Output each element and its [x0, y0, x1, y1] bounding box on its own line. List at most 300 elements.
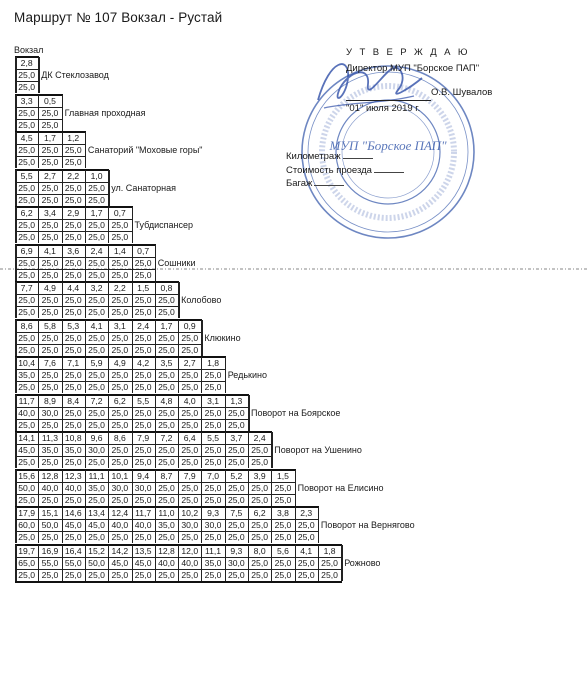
km-cell: 11,7 — [18, 395, 35, 406]
luggage-cell: 25,0 — [64, 532, 82, 543]
fare-cell: 35,0 — [88, 482, 105, 493]
column-divider — [201, 432, 202, 468]
km-cell: 8,7 — [160, 470, 173, 481]
km-cell: 3,2 — [90, 283, 103, 293]
luggage-cell: 25,0 — [41, 344, 59, 355]
row-divider — [15, 81, 38, 82]
km-cell: 4,2 — [137, 358, 150, 368]
luggage-cell: 25,0 — [134, 457, 152, 468]
column-divider — [225, 357, 227, 393]
fare-cell: 50,0 — [88, 557, 105, 568]
km-cell: 16,9 — [41, 545, 59, 556]
column-divider — [178, 432, 179, 468]
km-cell: 2,7 — [43, 170, 56, 181]
km-cell: 11,1 — [88, 470, 105, 481]
luggage-cell: 25,0 — [41, 382, 59, 393]
column-divider — [178, 320, 179, 356]
column-divider — [62, 320, 63, 356]
column-divider — [201, 395, 202, 431]
fare-cell: 40,0 — [41, 482, 59, 493]
column-divider — [132, 507, 133, 543]
fare-cell: 45,0 — [18, 445, 36, 456]
column-divider — [62, 357, 63, 393]
fare-cell: 25,0 — [181, 407, 199, 418]
fare-cell: 25,0 — [134, 445, 152, 456]
km-cell: 14,2 — [111, 545, 129, 556]
km-cell: 3,1 — [113, 320, 126, 331]
column-divider — [201, 507, 202, 543]
column-divider — [271, 432, 273, 468]
luggage-cell: 25,0 — [158, 494, 175, 505]
km-cell: 5,2 — [230, 470, 243, 481]
fare-cell: 25,0 — [41, 107, 59, 118]
luggage-cell: 25,0 — [111, 532, 129, 543]
seal-inner-text: МУП "Борское ПАП" — [329, 138, 447, 153]
luggage-cell: 25,0 — [88, 232, 105, 243]
fare-cell: 45,0 — [111, 557, 129, 568]
km-cell: 4,9 — [113, 358, 126, 368]
column-divider — [225, 507, 226, 543]
fare-cell: 25,0 — [41, 257, 59, 268]
row-divider — [15, 456, 271, 457]
column-divider — [15, 207, 17, 243]
km-cell: 2,4 — [137, 320, 150, 331]
fare-cell: 40,0 — [181, 557, 199, 568]
row-divider — [15, 381, 225, 382]
luggage-cell: 25,0 — [64, 382, 82, 393]
km-cell: 1,8 — [323, 545, 336, 556]
stop-name: Тубдиспансер — [134, 220, 193, 231]
fare-cell: 25,0 — [111, 407, 129, 418]
column-divider — [248, 470, 249, 506]
column-divider — [155, 320, 156, 356]
column-divider — [318, 507, 320, 543]
column-divider — [248, 507, 249, 543]
fare-cell: 25,0 — [88, 257, 105, 268]
km-cell: 10,1 — [111, 470, 129, 481]
column-divider — [108, 545, 109, 581]
luggage-cell: 25,0 — [41, 119, 59, 130]
column-divider — [271, 470, 272, 506]
row-divider — [15, 219, 132, 220]
column-divider — [85, 545, 86, 581]
fare-cell: 25,0 — [41, 145, 59, 156]
luggage-cell: 25,0 — [134, 269, 152, 280]
luggage-cell: 25,0 — [41, 494, 59, 505]
column-divider — [108, 320, 109, 356]
luggage-cell: 25,0 — [88, 344, 105, 355]
column-divider — [108, 207, 109, 243]
fare-cell: 30,0 — [134, 482, 152, 493]
luggage-cell: 25,0 — [227, 457, 245, 468]
km-cell: 13,5 — [134, 545, 152, 556]
km-cell: 1,5 — [276, 470, 289, 481]
luggage-cell: 25,0 — [134, 307, 152, 318]
column-divider — [38, 470, 39, 506]
km-cell: 3,7 — [230, 433, 243, 443]
column-divider — [178, 395, 179, 431]
stop-name: Поворот на Вернягово — [320, 520, 415, 531]
fare-cell: 25,0 — [158, 295, 175, 306]
luggage-cell: 25,0 — [111, 344, 129, 355]
km-cell: 4,1 — [300, 545, 313, 556]
km-cell: 8,6 — [113, 433, 126, 443]
column-divider — [295, 545, 296, 581]
km-cell: 12,0 — [181, 545, 199, 556]
luggage-cell: 25,0 — [204, 532, 222, 543]
column-divider — [108, 357, 109, 393]
column-divider — [108, 432, 109, 468]
luggage-cell: 25,0 — [158, 457, 175, 468]
km-cell: 4,0 — [183, 395, 196, 406]
fare-cell: 25,0 — [41, 332, 59, 343]
approval-heading: У Т В Е Р Ж Д А Ю — [346, 47, 470, 58]
approval-date: "01" июля 2019 г. — [346, 103, 421, 114]
luggage-cell: 25,0 — [64, 494, 82, 505]
fare-cell: 25,0 — [41, 295, 59, 306]
fare-cell: 30,0 — [181, 520, 199, 531]
fare-cell: 25,0 — [111, 445, 129, 456]
luggage-cell: 25,0 — [204, 569, 222, 580]
column-divider — [62, 545, 63, 581]
km-cell: 15,1 — [41, 508, 59, 518]
luggage-cell: 25,0 — [158, 569, 175, 580]
fare-cell: 25,0 — [18, 220, 36, 231]
column-divider — [155, 545, 156, 581]
fare-cell: 25,0 — [18, 295, 36, 306]
luggage-cell: 25,0 — [204, 382, 222, 393]
fare-cell: 25,0 — [64, 145, 82, 156]
stop-name: ДК Стеклозавод — [41, 70, 109, 81]
column-divider — [155, 395, 156, 431]
km-cell: 5,8 — [43, 320, 56, 331]
fare-cell: 35,0 — [41, 445, 59, 456]
luggage-cell: 25,0 — [181, 494, 199, 505]
km-cell: 7,7 — [20, 283, 33, 293]
column-divider — [85, 470, 86, 506]
luggage-cell: 25,0 — [158, 344, 175, 355]
km-cell: 11,3 — [41, 433, 58, 443]
column-divider — [271, 507, 272, 543]
km-cell: 4,9 — [43, 283, 56, 293]
luggage-cell: 25,0 — [134, 532, 152, 543]
luggage-cell: 25,0 — [227, 532, 245, 543]
fare-cell: 25,0 — [88, 332, 105, 343]
luggage-cell: 25,0 — [274, 532, 292, 543]
fare-cell: 25,0 — [251, 557, 269, 568]
luggage-cell: 25,0 — [134, 569, 152, 580]
luggage-cell: 25,0 — [158, 382, 175, 393]
km-cell: 7,2 — [90, 395, 103, 406]
luggage-cell: 25,0 — [274, 494, 292, 505]
km-cell: 7,6 — [43, 358, 56, 368]
km-cell: 12,4 — [111, 508, 129, 518]
fare-cell: 25,0 — [41, 182, 59, 193]
luggage-cell: 25,0 — [111, 569, 129, 580]
fare-cell: 65,0 — [18, 557, 36, 568]
column-divider — [225, 432, 226, 468]
luggage-cell: 25,0 — [134, 344, 152, 355]
column-divider — [155, 357, 156, 393]
km-cell: 17,9 — [18, 508, 36, 518]
km-cell: 1,0 — [90, 170, 103, 181]
column-divider — [38, 395, 39, 431]
km-cell: 8,0 — [253, 545, 266, 556]
column-divider — [108, 507, 109, 543]
km-cell: 7,9 — [137, 433, 150, 443]
fare-cell: 55,0 — [64, 557, 82, 568]
signatory-name: О.В. Шувалов — [431, 87, 493, 98]
km-cell: 9,3 — [230, 545, 243, 556]
luggage-cell: 25,0 — [181, 344, 199, 355]
km-cell: 10,2 — [181, 508, 199, 518]
luggage-cell: 25,0 — [88, 569, 105, 580]
km-cell: 3,6 — [67, 245, 80, 256]
column-divider — [132, 245, 133, 281]
column-divider — [62, 170, 63, 206]
luggage-cell: 25,0 — [227, 494, 245, 505]
column-divider — [15, 170, 17, 206]
luggage-cell: 25,0 — [64, 419, 82, 430]
km-cell: 4,1 — [90, 320, 103, 331]
luggage-cell: 25,0 — [297, 569, 315, 580]
fare-cell: 25,0 — [134, 257, 152, 268]
column-divider — [62, 207, 63, 243]
km-cell: 3,1 — [207, 395, 220, 406]
column-divider — [85, 170, 86, 206]
km-cell: 15,2 — [88, 545, 105, 556]
luggage-cell: 25,0 — [111, 494, 129, 505]
luggage-cell: 25,0 — [18, 419, 36, 430]
column-divider — [248, 432, 249, 468]
fare-cell: 25,0 — [158, 445, 175, 456]
column-divider — [201, 320, 203, 356]
luggage-cell: 25,0 — [18, 119, 36, 130]
column-divider — [38, 507, 39, 543]
legend-luggage: Багаж — [286, 178, 313, 189]
fare-cell: 45,0 — [64, 520, 82, 531]
km-cell: 6,2 — [253, 508, 266, 518]
km-cell: 5,5 — [137, 395, 150, 406]
fare-cell: 25,0 — [18, 182, 36, 193]
column-divider — [178, 470, 179, 506]
column-divider — [132, 470, 133, 506]
luggage-cell: 25,0 — [88, 269, 105, 280]
fare-cell: 25,0 — [134, 370, 152, 381]
column-divider — [155, 507, 156, 543]
column-divider — [62, 470, 63, 506]
km-cell: 1,7 — [90, 208, 103, 218]
km-cell: 6,9 — [20, 245, 33, 256]
luggage-cell: 25,0 — [227, 569, 245, 580]
fare-cell: 25,0 — [88, 407, 105, 418]
fare-cell: 25,0 — [88, 295, 105, 306]
column-divider — [15, 395, 17, 431]
km-cell: 14,1 — [18, 433, 36, 443]
km-cell: 2,7 — [183, 358, 196, 368]
luggage-cell: 25,0 — [18, 194, 36, 205]
fare-cell: 30,0 — [204, 520, 222, 531]
fare-cell: 25,0 — [251, 520, 269, 531]
table-bottom-border — [15, 581, 342, 583]
luggage-cell: 25,0 — [204, 419, 222, 430]
luggage-cell: 25,0 — [111, 269, 129, 280]
fare-cell: 25,0 — [64, 332, 82, 343]
luggage-cell: 25,0 — [41, 457, 59, 468]
fare-cell: 25,0 — [134, 332, 152, 343]
column-divider — [15, 57, 17, 93]
stop-name: Поворот на Боярское — [251, 407, 341, 418]
luggage-cell: 25,0 — [41, 232, 59, 243]
km-cell: 9,3 — [207, 508, 220, 518]
column-divider — [15, 320, 17, 356]
legend-km: Километраж — [286, 151, 341, 162]
column-divider — [38, 170, 39, 206]
luggage-cell: 25,0 — [64, 232, 82, 243]
km-cell: 6,4 — [183, 433, 196, 443]
luggage-cell: 25,0 — [181, 457, 199, 468]
column-divider — [15, 282, 17, 318]
luggage-cell: 25,0 — [18, 494, 36, 505]
km-cell: 11,0 — [158, 508, 175, 518]
column-divider — [318, 545, 319, 581]
column-divider — [38, 320, 39, 356]
column-divider — [108, 470, 109, 506]
column-divider — [132, 545, 133, 581]
luggage-cell: 25,0 — [41, 194, 59, 205]
column-divider — [248, 545, 249, 581]
km-cell: 3,9 — [253, 470, 266, 481]
luggage-cell: 25,0 — [134, 382, 152, 393]
km-cell: 11,1 — [204, 545, 222, 556]
luggage-cell: 25,0 — [204, 494, 222, 505]
fare-cell: 25,0 — [204, 445, 222, 456]
column-divider — [85, 320, 86, 356]
column-divider — [201, 357, 202, 393]
fare-cell: 25,0 — [204, 407, 222, 418]
luggage-cell: 25,0 — [88, 307, 105, 318]
column-divider — [155, 282, 156, 318]
column-divider — [85, 507, 86, 543]
luggage-cell: 25,0 — [134, 494, 152, 505]
luggage-cell: 25,0 — [181, 532, 199, 543]
column-divider — [62, 432, 63, 468]
km-cell: 2,9 — [67, 208, 80, 218]
fare-cell: 25,0 — [181, 332, 199, 343]
km-cell: 1,3 — [230, 395, 243, 406]
fare-cell: 25,0 — [111, 370, 129, 381]
fare-cell: 25,0 — [204, 370, 222, 381]
row-divider — [15, 294, 178, 295]
km-cell: 15,6 — [18, 470, 36, 481]
row-divider — [15, 231, 132, 232]
column-divider — [132, 432, 133, 468]
luggage-cell: 25,0 — [158, 307, 175, 318]
fare-cell: 30,0 — [227, 557, 245, 568]
km-cell: 13,4 — [88, 508, 105, 518]
row-divider — [15, 69, 38, 70]
column-divider — [85, 357, 86, 393]
fare-cell: 25,0 — [88, 182, 105, 193]
luggage-cell: 25,0 — [181, 382, 199, 393]
km-cell: 5,5 — [20, 170, 33, 181]
luggage-cell: 25,0 — [111, 232, 129, 243]
stop-name: Редькино — [227, 370, 267, 381]
fare-cell: 25,0 — [41, 220, 59, 231]
column-divider — [38, 357, 39, 393]
luggage-cell: 25,0 — [64, 307, 82, 318]
fare-cell: 25,0 — [64, 257, 82, 268]
km-cell: 2,4 — [253, 433, 266, 443]
column-divider — [62, 282, 63, 318]
column-divider — [132, 357, 133, 393]
km-cell: 4,4 — [67, 283, 80, 293]
column-divider — [225, 545, 226, 581]
stop-name: Главная проходная — [64, 107, 146, 118]
km-cell: 6,2 — [20, 208, 33, 218]
luggage-cell: 25,0 — [18, 157, 36, 168]
luggage-cell: 25,0 — [18, 382, 36, 393]
column-divider — [62, 95, 64, 131]
luggage-cell: 25,0 — [88, 494, 105, 505]
fare-cell: 25,0 — [134, 295, 152, 306]
fare-cell: 35,0 — [158, 520, 175, 531]
luggage-cell: 25,0 — [64, 157, 82, 168]
column-divider — [178, 282, 180, 318]
luggage-cell: 25,0 — [274, 569, 292, 580]
column-divider — [15, 245, 17, 281]
km-cell: 19,7 — [18, 545, 36, 556]
column-divider — [108, 245, 109, 281]
fare-cell: 35,0 — [18, 370, 36, 381]
luggage-cell: 25,0 — [158, 532, 175, 543]
km-cell: 4,1 — [43, 245, 56, 256]
fare-cell: 25,0 — [251, 482, 269, 493]
fare-cell: 25,0 — [18, 332, 36, 343]
column-divider — [85, 207, 86, 243]
km-cell: 12,8 — [41, 470, 59, 481]
fare-cell: 45,0 — [134, 557, 152, 568]
luggage-cell: 25,0 — [18, 532, 36, 543]
fare-cell: 25,0 — [111, 257, 129, 268]
luggage-cell: 25,0 — [41, 307, 59, 318]
stop-name: Колобово — [181, 295, 222, 306]
column-divider — [132, 282, 133, 318]
column-divider — [178, 545, 179, 581]
column-divider — [132, 320, 133, 356]
column-divider — [38, 282, 39, 318]
luggage-cell: 25,0 — [227, 419, 245, 430]
column-divider — [271, 545, 272, 581]
stop-name: Поворот на Елисино — [297, 482, 384, 493]
luggage-cell: 25,0 — [18, 307, 36, 318]
km-cell: 2,4 — [90, 245, 103, 256]
column-divider — [38, 57, 40, 93]
column-divider — [15, 95, 17, 131]
luggage-cell: 25,0 — [18, 232, 36, 243]
km-cell: 0,7 — [137, 245, 150, 256]
fare-cell: 25,0 — [111, 220, 129, 231]
fare-cell: 25,0 — [181, 445, 199, 456]
km-cell: 1,4 — [113, 245, 126, 256]
column-divider — [201, 545, 202, 581]
luggage-cell: 25,0 — [111, 382, 129, 393]
column-divider — [108, 170, 110, 206]
fare-cell: 35,0 — [64, 445, 82, 456]
column-divider — [38, 545, 39, 581]
km-cell: 0,7 — [113, 208, 126, 218]
luggage-cell: 25,0 — [181, 419, 199, 430]
